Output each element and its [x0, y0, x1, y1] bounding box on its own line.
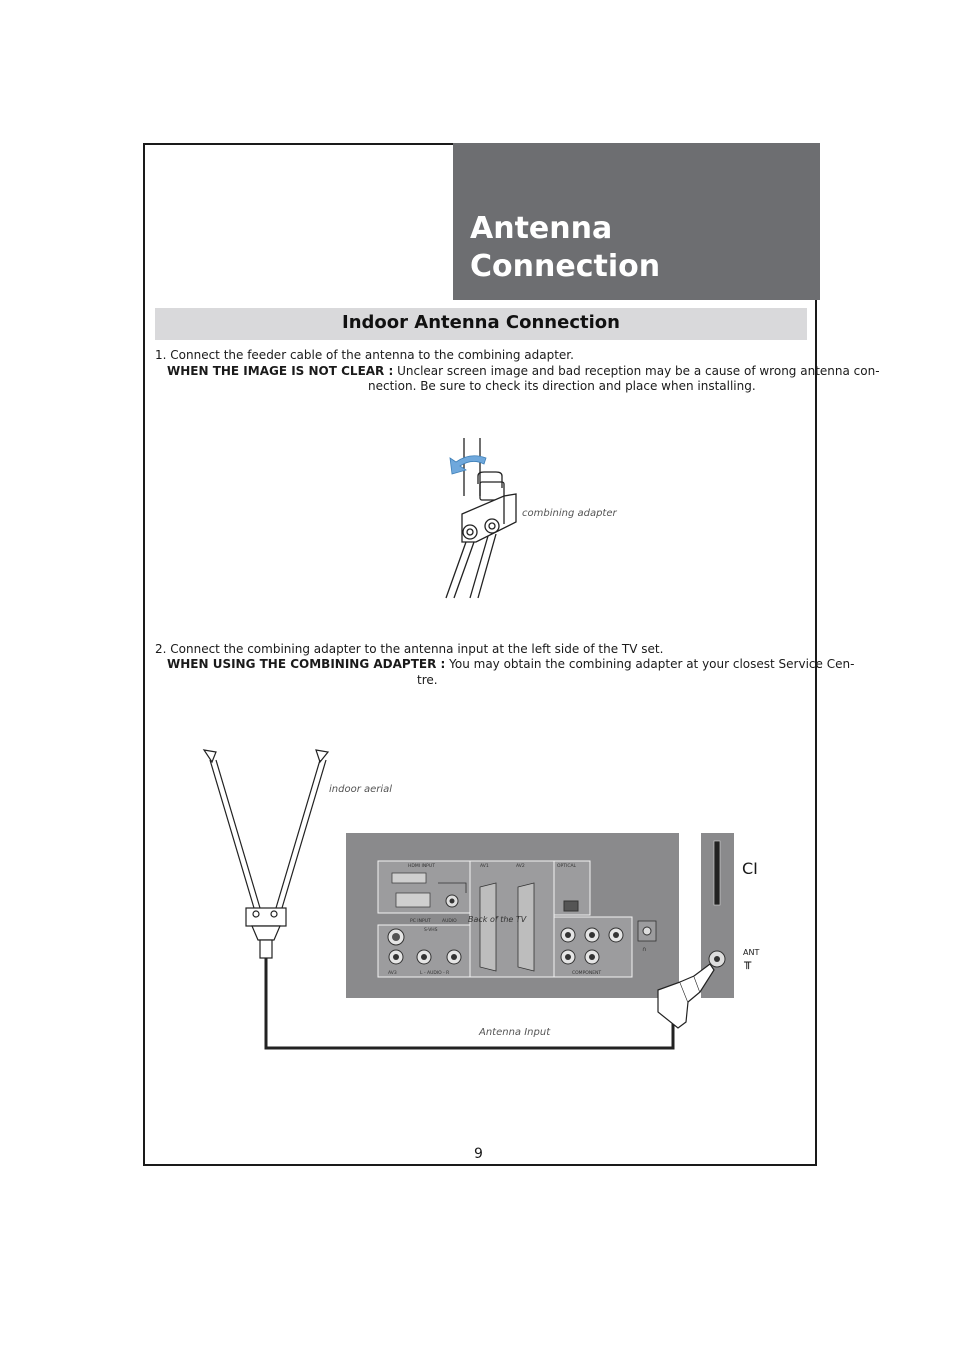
- combining-adapter-figure: [440, 436, 530, 601]
- back-of-tv-label: Back of the TV: [468, 915, 527, 924]
- ci-label: CI: [742, 859, 758, 878]
- step-2-note-label: WHEN USING THE COMBINING ADAPTER :: [167, 657, 446, 671]
- svhs-label: S-VHS: [424, 928, 438, 933]
- component-label: COMPONENT: [572, 971, 602, 976]
- step-2-text: 2. Connect the combining adapter to the antenna input at the left side of the TV set.: [155, 642, 664, 656]
- step-1-note-line-2: nection. Be sure to check its direction and place when installing.: [368, 379, 756, 393]
- hdmi-label: HDMI INPUT: [408, 864, 435, 869]
- title-box: [453, 143, 820, 300]
- antenna-input-caption: Antenna Input: [479, 1027, 551, 1038]
- antenna-plug-figure: [652, 960, 722, 1030]
- pc-audio-label: AUDIO: [442, 919, 457, 924]
- av2-label: AV2: [516, 864, 525, 869]
- antenna-icon: ╥: [744, 955, 752, 969]
- section-header: [155, 308, 807, 340]
- step-1-text: 1. Connect the feeder cable of the antenna to the combining adapter.: [155, 348, 574, 362]
- ant-label: ANT: [743, 948, 760, 957]
- page-number: 9: [474, 1146, 483, 1162]
- step-1-note: [167, 364, 880, 379]
- av3-label: AV3: [388, 971, 397, 976]
- step-2-note-line-2: tre.: [417, 673, 438, 687]
- indoor-aerial-caption: indoor aerial: [329, 784, 393, 795]
- optical-label: OPTICAL: [557, 864, 577, 869]
- tv-back-panel: [346, 833, 679, 998]
- page-title-line-1: Antenna: [470, 211, 613, 246]
- step-1-note-line-1: Unclear screen image and bad reception may be a cause of wrong antenna con-: [397, 364, 880, 378]
- step-2-note: [167, 657, 854, 672]
- section-title: Indoor Antenna Connection: [342, 312, 620, 333]
- pc-input-label: PC INPUT: [410, 919, 431, 924]
- page-title-line-2: Connection: [470, 249, 661, 284]
- step-2-note-line-1: You may obtain the combining adapter at your closest Service Cen-: [449, 657, 855, 671]
- audio-lr-label: L - AUDIO - R: [420, 971, 450, 976]
- step-1-note-label: WHEN THE IMAGE IS NOT CLEAR :: [167, 364, 394, 378]
- av1-label: AV1: [480, 864, 489, 869]
- antenna-cable: [264, 1012, 679, 1054]
- headphone-icon: ∩: [642, 946, 647, 953]
- combining-adapter-caption: combining adapter: [522, 508, 617, 519]
